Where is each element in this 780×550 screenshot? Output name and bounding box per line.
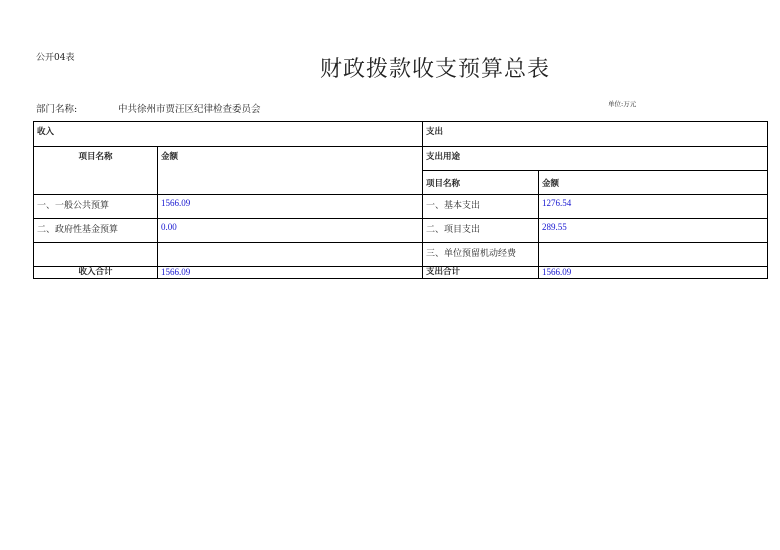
section-header-row xyxy=(34,122,768,147)
department-name: 中共徐州市贾汪区纪律检查委员会 xyxy=(118,104,261,115)
total-row xyxy=(34,267,768,279)
expense-item: 三、单位预留机动经费 xyxy=(423,243,539,267)
expense-amount: 289.55 xyxy=(539,219,768,243)
expense-amount: 1276.54 xyxy=(539,195,768,219)
income-total: 1566.09 xyxy=(158,267,423,279)
income-item-name-header: 项目名称 xyxy=(34,147,158,195)
income-item xyxy=(34,243,158,267)
income-amount xyxy=(158,243,423,267)
expense-total-label: 支出合计 xyxy=(423,267,539,279)
expense-usage-header: 支出用途 xyxy=(423,147,768,171)
income-amount: 0.00 xyxy=(158,219,423,243)
income-total-label: 收入合计 xyxy=(34,267,158,279)
expense-amount-header: 金额 xyxy=(539,171,768,195)
unit-label: 单位:万元 xyxy=(608,100,637,108)
expense-total: 1566.09 xyxy=(539,267,768,279)
department-label: 部门名称: xyxy=(36,104,78,115)
income-amount: 1566.09 xyxy=(158,195,423,219)
expense-item-name-header: 项目名称 xyxy=(423,171,539,195)
income-item: 二、政府性基金预算 xyxy=(34,219,158,243)
income-amount-header: 金额 xyxy=(158,147,423,195)
table-row xyxy=(34,243,768,267)
income-header: 收入 xyxy=(34,122,423,147)
expense-amount xyxy=(539,243,768,267)
form-number: 公开04表 xyxy=(36,53,75,63)
expense-item: 二、项目支出 xyxy=(423,219,539,243)
table-row xyxy=(34,195,768,219)
page-title: 财政拨款收支预算总表 xyxy=(319,57,550,82)
expense-item: 一、基本支出 xyxy=(423,195,539,219)
table-row xyxy=(34,219,768,243)
budget-table xyxy=(33,121,768,279)
column-header-row xyxy=(34,147,768,171)
expense-header: 支出 xyxy=(423,122,768,147)
income-item: 一、一般公共预算 xyxy=(34,195,158,219)
